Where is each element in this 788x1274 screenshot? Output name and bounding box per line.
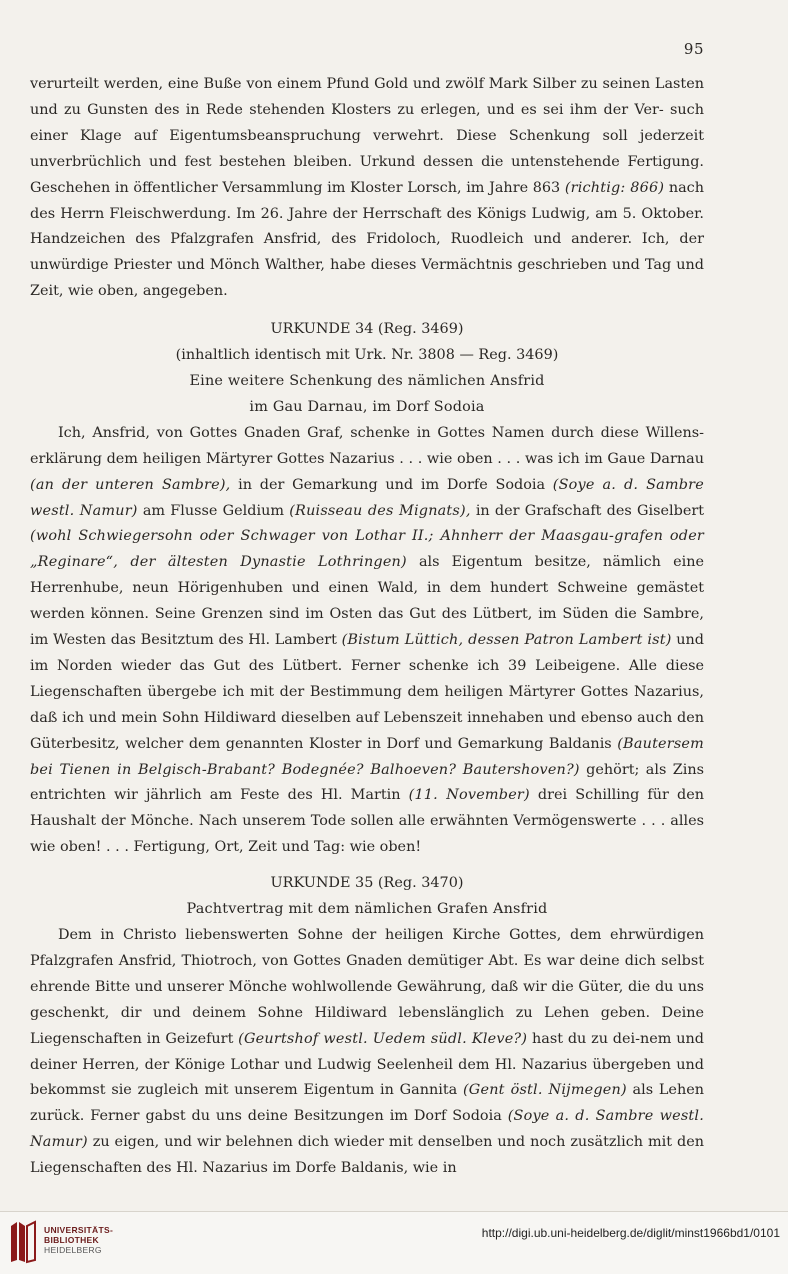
text-line: unverbrüchlich und fest bestehen bleiben. Urkund dessen die untenstehende Fertigung. [30,153,704,170]
body-text: Ich, Ansfrid, von Gottes Gnaden Graf, schenke in Gottes Namen durch diese Willens-erklärung dem heiligen Märtyrer Gottes Nazarius . . . wie oben . . . was ich im Gaue Darnau [30,424,704,467]
body-text: in der Grafschaft des Giselbert [470,502,704,519]
annotation: (an der unteren Sambre), [30,476,231,493]
page-number: 95 [683,40,704,58]
annotation: (Soye a. d. Sambre westl. Namur) [30,1108,704,1151]
urkunde-34-subheading: (inhaltlich identisch mit Urk. Nr. 3808 — Reg. 3469) [175,347,559,364]
annotation: (Ruisseau des Mignats), [289,502,471,519]
source-url-link[interactable]: http://digi.ub.uni-heidelberg.de/diglit/minst1966bd1/0101 [481,1226,780,1240]
urkunde-35-title: Pachtvertrag mit dem nämlichen Grafen Ansfrid [186,901,548,918]
institution-line: BIBLIOTHEK [44,1235,99,1245]
annotation: (wohl Schwiegersohn oder Schwager von Lothar II.; Ahnherr der Maasgau-grafen oder „Reginare“, der ältesten Dynastie Lothringen) [30,528,704,571]
urkunde-35-body [30,923,704,1182]
body-text: in der Gemarkung und im Dorfe Sodoia [230,476,553,493]
text-line: Lasten und zu Gunsten des in Rede stehenden Klosters zu erlegen, und es sei ihm der Ver- [30,76,704,118]
section-spacer [30,861,704,871]
text-line: nach des Herrn Fleischwerdung. Im 26. Jahre der Herrschaft des Königs Ludwig, am [30,179,704,222]
text-line: Tag und Zeit, wie oben, angegeben. [30,257,704,300]
footer-bar [0,1211,788,1274]
annotation: (Soye a. d. Sambre westl. Namur) [30,476,704,519]
university-logo-icon [8,1220,38,1264]
urkunde-34-title-line1: Eine weitere Schenkung des nämlichen Ansfrid [189,372,545,389]
institution-name [44,1225,113,1255]
institution-line: HEIDELBERG [44,1245,102,1255]
institution-line: UNIVERSITÄTS- [44,1225,114,1235]
text-line: such einer Klage auf Eigentumsbeanspruchung verwehrt. Diese Schenkung soll jederzeit [30,101,704,144]
annotation: (Bistum Lüttich, dessen Patron Lambert ist) [341,632,672,649]
body-text: zu eigen, und wir belehnen dich wieder mit denselben und noch zusätzlich mit den Liegenschaften des Hl. Nazarius im Dorfe Baldanis, wie in [30,1134,704,1177]
urkunde-34-heading: URKUNDE 34 (Reg. 3469) [270,321,464,338]
body-text: drei Schilling für den Haushalt der Mönche. Nach unserem Tode sollen alle erwähnten Vermögenswerte . . . alles wie oben! . . . Fertigung, Ort, Zeit und Tag: wie oben! [30,787,704,856]
urkunde-34-body [30,421,704,861]
body-text: als Eigentum besitze, nämlich eine Herrenhube, neun Hörigenhuben und einen Wald, in dem hundert Schweine gemästet werden können. Seine Grenzen sind im Osten das Gut des Lütbert, im Süden die Sambre, im Westen das Besitztum des Hl. Lambert [30,554,704,649]
text-line: Geschehen in öffentlicher Versammlung im Kloster Lorsch, im Jahre 863 [30,179,565,196]
note-richtig: (richtig: 866) [564,179,665,196]
body-text: als Lehen zurück. Ferner gabst du uns deine Besitzungen im Dorf Sodoia [30,1082,704,1125]
paragraph-continuation [30,72,704,305]
annotation: (Geurtshof westl. Uedem südl. Kleve?) [238,1030,528,1047]
text-line: 5. Oktober. Handzeichen des Pfalzgrafen Ansfrid, des Fridoloch, Ruodleich und anderer. [30,205,704,248]
annotation: (11. November) [408,787,530,804]
text-line: verurteilt werden, eine Buße von einem Pfund Gold und zwölf Mark Silber zu seinen [30,76,651,92]
document-body [30,72,704,1182]
body-text: Dem in Christo liebenswerten Sohne der heiligen Kirche Gottes, dem ehrwürdigen Pfalzgrafen Ansfrid, Thiotroch, von Gottes Gnaden demütiger Abt. Es war deine dich selbst ehrende Bitte und unserer Mönche wohlwollende Gewährung, daß wir die Güter, die du uns geschenkt, dir und deinem Sohne Hildiward lebenslänglich zu Lehen geben. Deine Liegenschaften in Geizefurt [30,927,704,1047]
annotation: (Gent östl. Nijmegen) [462,1082,627,1099]
annotation: (Bautersem bei Tienen in Belgisch-Brabant? Bodegnée? Balhoeven? Bautershoven?) [30,735,704,778]
body-text: am Flusse Geldium [137,502,290,519]
body-text: gehört; als Zins entrichten wir jährlich am Feste des Hl. Martin [30,761,704,804]
body-text: und im Norden wieder das Gut des Lütbert. Ferner schenke ich 39 Leibeigene. Alle diese Liegenschaften übergebe ich mit der Bestimmung dem heiligen Märtyrer Gottes Nazarius, daß ich und mein Sohn Hildiward dieselben auf Lebenszeit innehaben und ebenso auch den Güterbesitz, welcher dem genannten Kloster in Dorf und Gemarkung Baldanis [30,632,704,752]
text-line: Ich, der unwürdige Priester und Mönch Walther, habe dieses Vermächtnis geschrieben und [30,231,704,274]
urkunde-35-heading: URKUNDE 35 (Reg. 3470) [270,875,464,892]
body-text: hast du zu dei-nem und deiner Herren, der Könige Lothar und Ludwig Seelenheil dem Hl. Nazarius übergeben und bekommst sie zugleich mit unserem Eigentum in Gannita [30,1030,704,1099]
urkunde-34-title-line2: im Gau Darnau, im Dorf Sodoia [249,398,485,415]
